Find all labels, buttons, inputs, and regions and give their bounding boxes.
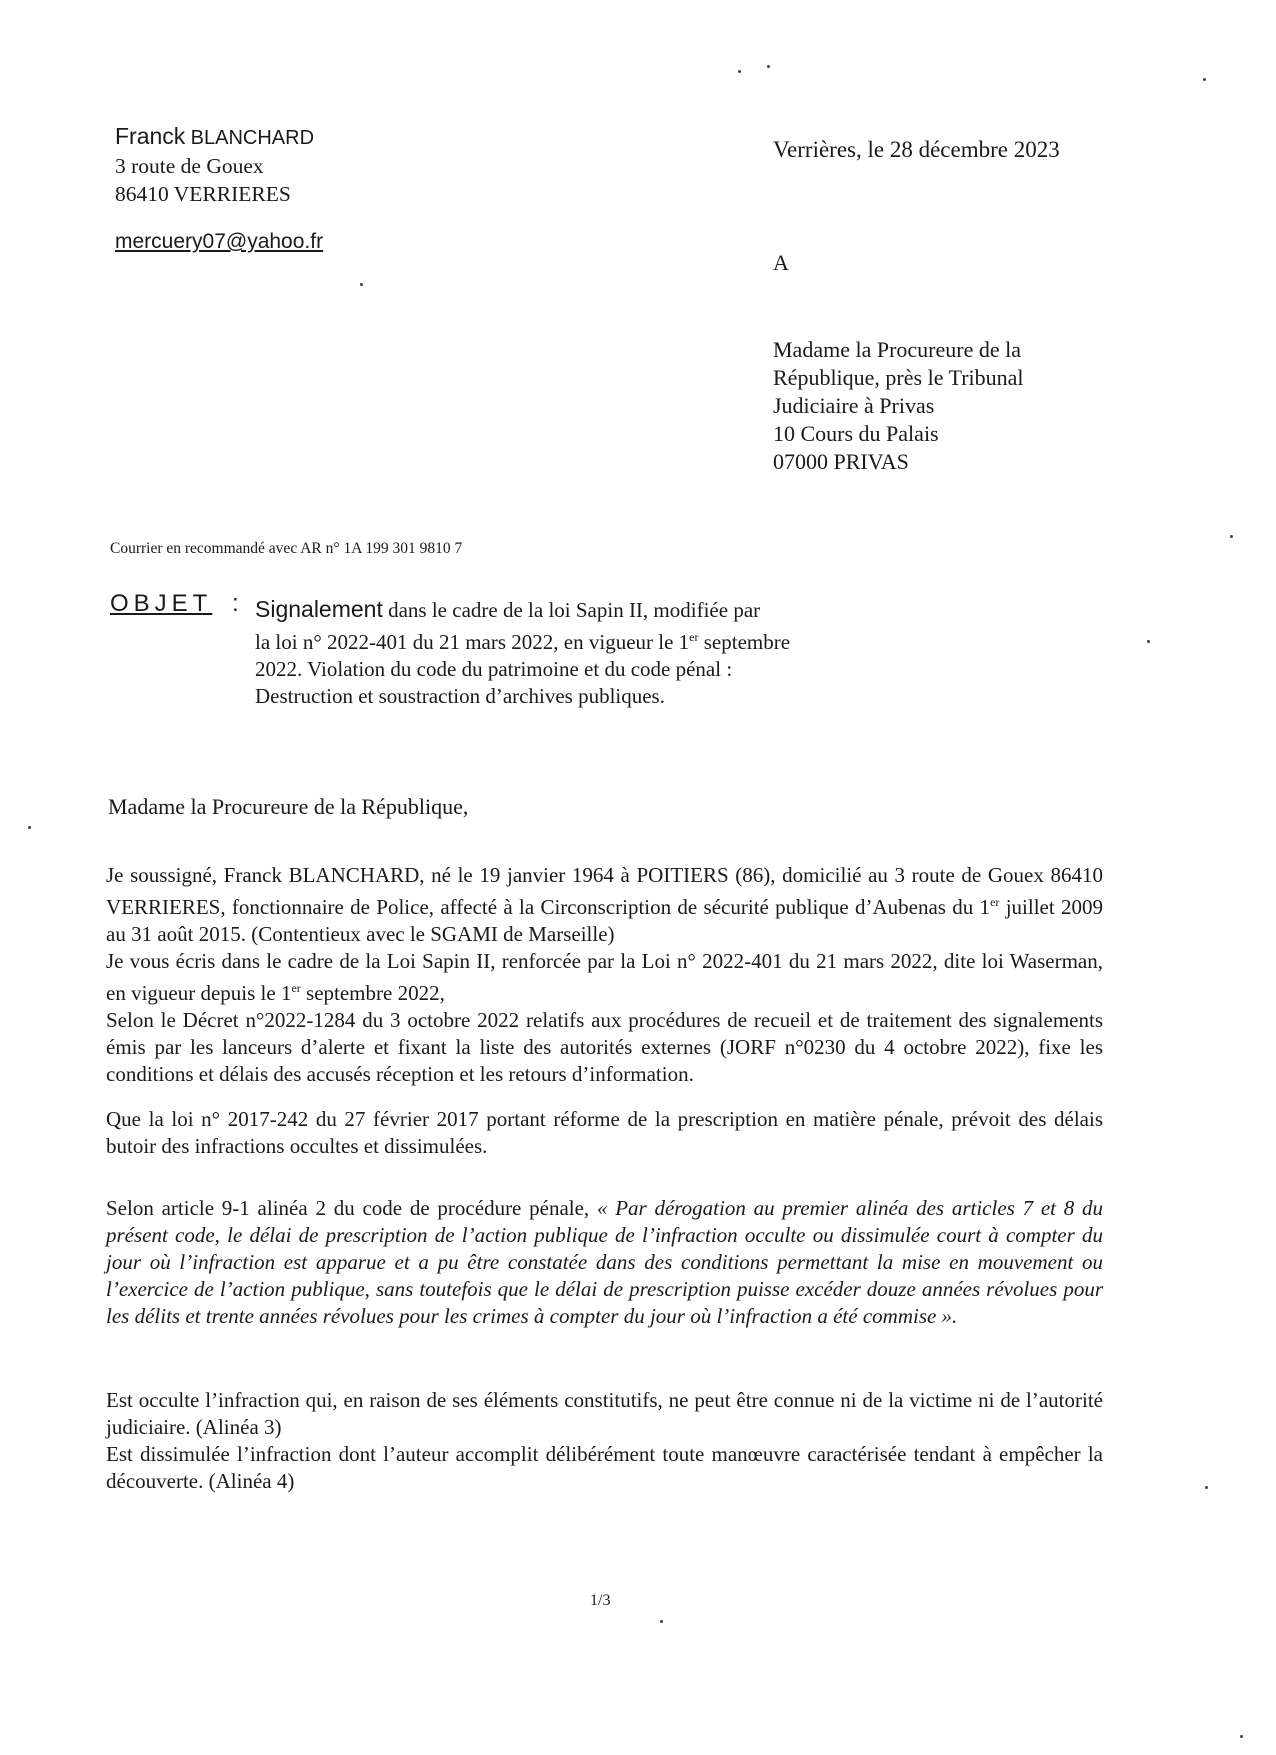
paragraph-line [106,862,1103,948]
recipient-block [773,336,1024,476]
recipient-line: 10 Cours du Palais [773,421,939,446]
objet-line-3: 2022. Violation du code du patrimoine et du code pénal : [255,657,733,681]
scan-speck [1230,535,1233,538]
article-quote: « Par dérogation au premier alinéa des articles 7 et 8 du présent code, le délai de prescription de l’action publique de l’infraction occulte ou dissimulée court à compter du jour où l’infraction est apparue et a pu être constatée dans des conditions permettant la mise en mouvement ou l’exercice de l’action publique, sans toutefois que le délai de prescription puisse excéder douze années révolues pour les délits et trente années révolues pour les crimes à compter du jour où l’infraction a été commise ». [106,1196,1103,1328]
paragraph-line [106,948,1103,1007]
objet-line2-pre: la loi n° 2022-401 du 21 mars 2022, en vigueur le 1 [255,630,690,654]
paragraph-text: Que la loi n° 2017-242 du 27 février 2017 portant réforme de la prescription en matière pénale, prévoit des délais butoir des infractions occultes et dissimulées. [106,1107,1103,1158]
objet-lead: Signalement [255,596,383,622]
sender-street: 3 route de Gouex [115,154,264,178]
page-number: 1/3 [590,1592,611,1609]
registered-mail-notice: Courrier en recommandé avec AR n° 1A 199 301 9810 7 [110,540,463,557]
para1-b-sup: er [291,981,301,995]
paragraph-prescription-law [106,1106,1103,1160]
para1-a-sup: er [990,895,1000,909]
scan-speck [767,65,770,68]
objet-line-1 [255,596,955,624]
para1-a: Je soussigné, Franck BLANCHARD, né le 19 janvier 1964 à POITIERS (86), domicilié au 3 route de Gouex 86410 VERRIERES, fonctionnaire de Police, affecté à la Circonscription de sécurité publique d’Aubenas du 1 [106,863,1103,919]
recipient-line: République, près le Tribunal [773,365,1024,390]
sender-first-name: Franck [115,123,186,149]
recipient-line: 07000 PRIVAS [773,449,909,474]
paragraph-line: Selon le Décret n°2022-1284 du 3 octobre 2022 relatifs aux procédures de recueil et de traitement des signalements émis par les lanceurs d’alerte et fixant la liste des autorités externes (JORF n°0230 du 4 octobre 2022), fixe les conditions et délais des accusés réception et les retours d’information. [106,1008,1103,1086]
objet-label: OBJET [110,590,213,617]
to-label: A [773,250,789,275]
scan-speck [738,70,741,73]
scan-speck [1240,1735,1243,1738]
scan-speck [1205,1486,1208,1489]
sender-email: mercuery07@yahoo.fr [115,230,324,253]
definition-dissimulee: Est dissimulée l’infraction dont l’auteur accomplit délibérément toute manœuvre caractérisée tendant à empêcher la découverte. (Alinéa 4) [106,1442,1103,1493]
salutation: Madame la Procureure de la République, [108,794,469,819]
recipient-line: Madame la Procureure de la [773,337,1021,362]
scan-speck [1147,640,1150,643]
paragraph-definitions [106,1387,1103,1495]
paragraph-identity [106,862,1103,1088]
para1-b-end: septembre 2022, [300,981,445,1005]
definition-occulte: Est occulte l’infraction qui, en raison de ses éléments constitutifs, ne peut être connue ni de la victime ni de l’autorité judiciaire. (Alinéa 3) [106,1388,1103,1439]
para1-a-end: juillet 2009 au 31 août 2015. (Contentieux avec le SGAMI de Marseille) [106,895,1104,946]
paragraph-article-quote [106,1195,1103,1330]
article-intro: Selon article 9-1 alinéa 2 du code de procédure pénale, [106,1196,597,1220]
scan-speck [1203,78,1206,81]
sender-name [115,122,323,152]
scan-speck [660,1620,663,1623]
objet-colon: : [232,590,239,617]
objet-line-2 [255,624,955,656]
sender-city: 86410 VERRIERES [115,182,291,206]
para1-b: Je vous écris dans le cadre de la Loi Sapin II, renforcée par la Loi n° 2022-401 du 21 mars 2022, dite loi Waserman, en vigueur depuis le 1 [106,949,1103,1005]
objet-text [255,596,955,710]
recipient-line: Judiciaire à Privas [773,393,935,418]
scan-speck [360,283,363,286]
objet-line2-sup: er [689,630,699,644]
sender-block [115,122,323,256]
scan-speck [28,826,31,829]
sender-last-name: BLANCHARD [190,127,315,149]
objet-line1-rest: dans le cadre de la loi Sapin II, modifiée par [382,598,761,622]
date-line: Verrières, le 28 décembre 2023 [773,137,1060,162]
objet-line-4: Destruction et soustraction d’archives publiques. [255,684,665,708]
paragraph-text [106,1195,1103,1330]
objet-line2-post: septembre [698,630,791,654]
